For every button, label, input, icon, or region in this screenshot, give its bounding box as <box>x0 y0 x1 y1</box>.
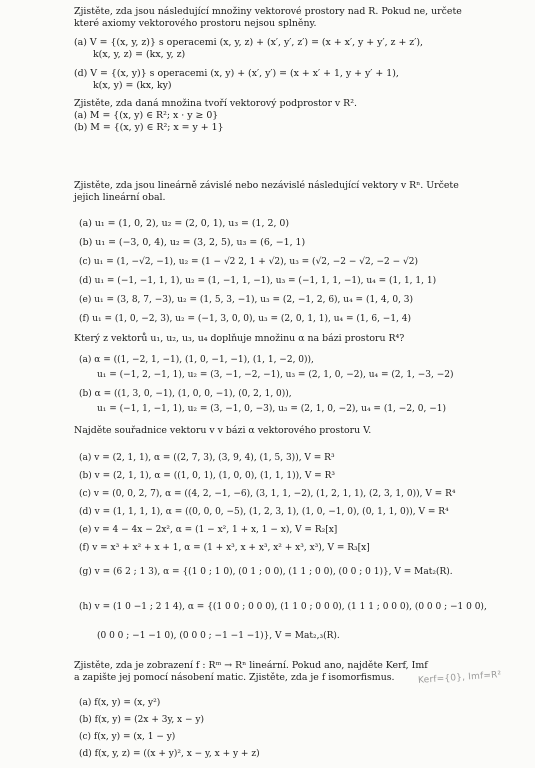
section-basis-item-a-cont: u₁ = (−1, 2, −1, 1), u₂ = (3, −1, −2, −1), u₃ = (2, 1, 0, −2), u₄ = (2, 1, −3, −2) <box>97 370 454 380</box>
section-basis-item-b-cont: u₁ = (−1, 1, −1, 1), u₂ = (3, −1, 0, −3), u₃ = (2, 1, 0, −2), u₄ = (1, −2, 0, −1) <box>97 404 446 414</box>
section-coords-intro: Najděte souřadnice vektoru v v bázi α vektorového prostoru V. <box>74 425 372 436</box>
section-vs-item-a: (a) V = {(x, y, z)} s operacemi (x, y, z) + (x′, y′, z′) = (x + x′, y + y′, z + z′), <box>74 37 423 48</box>
section-coords-item-h: (h) v = (1 0 −1 ; 2 1 4), α = {(1 0 0 ; 0 0 0), (1 1 0 ; 0 0 0), (1 1 1 ; 0 0 0), (0 0 0 ; −1 0 0), <box>79 602 487 612</box>
section-subspace-item-b: (b) M = {(x, y) ∈ R²; x = y + 1} <box>74 122 224 133</box>
section-lindep-item-a: (a) u₁ = (1, 0, 2), u₂ = (2, 0, 1), u₃ = (1, 2, 0) <box>79 218 290 229</box>
section-coords-item-a: (a) v = (2, 1, 1), α = ((2, 7, 3), (3, 9, 4), (1, 5, 3)), V = R³ <box>79 453 335 463</box>
section-lindep-intro-2: jejich lineární obal. <box>74 192 166 203</box>
section-vs-item-d-cont: k(x, y) = (kx, ky) <box>93 80 172 91</box>
section-vs-intro-2: které axiomy vektorového prostoru nejsou splněny. <box>74 18 317 29</box>
section-coords-item-h-cont: (0 0 0 ; −1 −1 0), (0 0 0 ; −1 −1 −1)}, V = Mat₂,₃(R). <box>97 631 340 641</box>
section-linmap-intro-1: Zjistěte, zda je zobrazení f : Rᵐ → Rⁿ lineární. Pokud ano, najděte Kerf, Imf <box>74 660 428 671</box>
section-subspace-intro: Zjistěte, zda daná množina tvoří vektorový podprostor v R². <box>74 98 357 109</box>
section-coords-item-d: (d) v = (1, 1, 1, 1), α = ((0, 0, 0, −5), (1, 2, 3, 1), (1, 0, −1, 0), (0, 1, 1, 0)), V = R⁴ <box>79 507 449 517</box>
section-subspace-item-a: (a) M = {(x, y) ∈ R²; x · y ≥ 0} <box>74 110 219 121</box>
section-basis-intro: Který z vektorů u₁, u₂, u₃, u₄ doplňuje množinu α na bázi prostoru R⁴? <box>74 333 405 344</box>
section-lindep-item-c: (c) u₁ = (1, −√2, −1), u₂ = (1 − √2 2, 1 + √2), u₃ = (√2, −2 − √2, −2 − √2) <box>79 257 418 267</box>
section-vs-item-d: (d) V = {(x, y)} s operacemi (x, y) + (x′, y′) = (x + x′ + 1, y + y′ + 1), <box>74 68 399 79</box>
section-linmap-item-d: (d) f(x, y, z) = ((x + y)², x − y, x + y + z) <box>79 749 260 759</box>
section-lindep-item-f: (f) u₁ = (1, 0, −2, 3), u₂ = (−1, 3, 0, 0), u₃ = (2, 0, 1, 1), u₄ = (1, 6, −1, 4) <box>79 314 412 324</box>
section-coords-item-g: (g) v = (6 2 ; 1 3), α = {(1 0 ; 1 0), (0 1 ; 0 0), (1 1 ; 0 0), (0 0 ; 0 1)}, V = Mat₂(R). <box>79 567 453 577</box>
section-coords-item-b: (b) v = (2, 1, 1), α = ((1, 0, 1), (1, 0, 0), (1, 1, 1)), V = R³ <box>79 471 335 481</box>
section-coords-item-e: (e) v = 4 − 4x − 2x², α = (1 − x², 1 + x, 1 − x), V = R₂[x] <box>79 525 338 535</box>
section-linmap-intro-2: a zapište jej pomocí násobení matic. Zjistěte, zda je f isomorfismus. <box>74 672 395 683</box>
section-coords-item-c: (c) v = (0, 0, 2, 7), α = ((4, 2, −1, −6), (3, 1, 1, −2), (1, 2, 1, 1), (2, 3, 1, 0)), V = R⁴ <box>79 489 456 499</box>
section-linmap-item-b: (b) f(x, y) = (2x + 3y, x − y) <box>79 715 204 725</box>
section-basis-item-b: (b) α = ((1, 3, 0, −1), (1, 0, 0, −1), (0, 2, 1, 0)), <box>79 389 292 399</box>
section-basis-item-a: (a) α = ((1, −2, 1, −1), (1, 0, −1, −1), (1, 1, −2, 0)), <box>79 355 314 365</box>
section-coords-item-f: (f) v = x³ + x² + x + 1, α = (1 + x³, x + x³, x² + x³, x³), V = R₃[x] <box>79 543 370 553</box>
section-vs-intro-1: Zjistěte, zda jsou následující množiny vektorové prostory nad R. Pokud ne, určete <box>74 6 462 17</box>
handwritten-note: Kerf={0}, Imf=R² <box>417 670 502 686</box>
section-vs-item-a-cont: k(x, y, z) = (kx, y, z) <box>93 49 186 60</box>
section-linmap-item-a: (a) f(x, y) = (x, y²) <box>79 698 161 708</box>
section-lindep-item-b: (b) u₁ = (−3, 0, 4), u₂ = (3, 2, 5), u₃ = (6, −1, 1) <box>79 237 306 248</box>
section-lindep-item-d: (d) u₁ = (−1, −1, 1, 1), u₂ = (1, −1, 1, −1), u₃ = (−1, 1, 1, −1), u₄ = (1, 1, 1, 1) <box>79 276 437 286</box>
section-lindep-item-e: (e) u₁ = (3, 8, 7, −3), u₂ = (1, 5, 3, −1), u₃ = (2, −1, 2, 6), u₄ = (1, 4, 0, 3) <box>79 295 414 305</box>
section-lindep-intro-1: Zjistěte, zda jsou lineárně závislé nebo nezávislé následující vektory v Rⁿ. Určete <box>74 180 459 191</box>
section-linmap-item-c: (c) f(x, y) = (x, 1 − y) <box>79 732 176 742</box>
